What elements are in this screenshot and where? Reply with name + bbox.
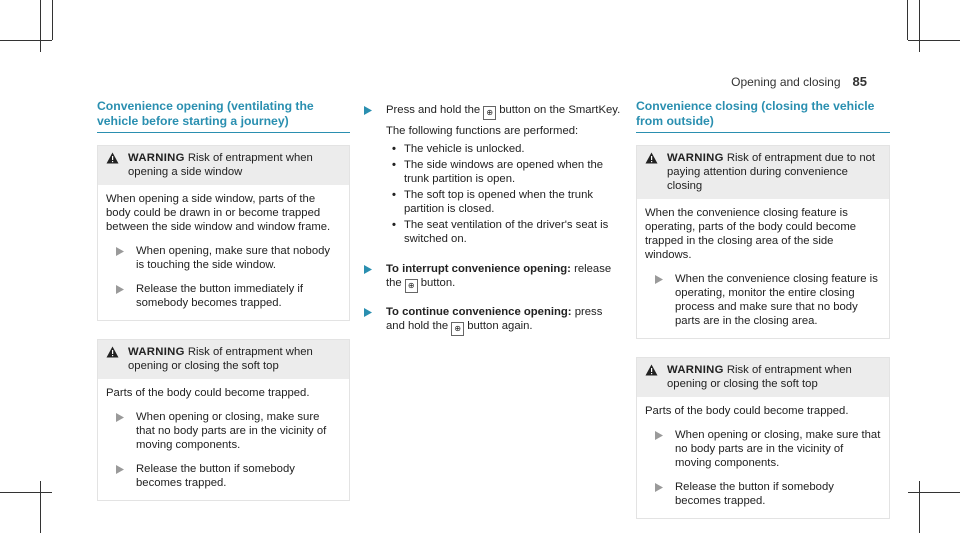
bullet-icon: • [392, 189, 396, 201]
instruction-step [116, 410, 341, 452]
warning-text: Parts of the body could become trapped. [106, 387, 310, 399]
step-text: Release the button if somebody becomes trapped. [136, 463, 295, 489]
crop-mark [0, 40, 52, 41]
step-text-part: button on the SmartKey. [499, 104, 621, 116]
list-item-text: The vehicle is unlocked. [403, 143, 525, 155]
arrow-icon [364, 103, 376, 250]
step-text: Release the button immediately if somebody becomes trapped. [136, 283, 304, 309]
warning-label: WARNING [128, 346, 185, 358]
step-text: When opening, make sure that nobody is touching the side window. [136, 245, 331, 271]
list-item-text: The seat ventilation of the driver's seat is switched on. [403, 219, 609, 245]
warning-triangle-icon [645, 363, 659, 391]
arrow-icon [116, 462, 128, 490]
warning-label: WARNING [128, 152, 185, 164]
step-text-part: button. [420, 277, 456, 289]
warning-heading: Risk of entrapment when opening or closing the soft top [128, 346, 313, 372]
instruction-step [655, 428, 881, 470]
arrow-icon [116, 244, 128, 272]
arrow-icon [655, 480, 667, 508]
arrow-icon [116, 410, 128, 452]
title-rule [636, 132, 890, 133]
list-item-text: The soft top is opened when the trunk partition is closed. [403, 189, 593, 215]
warning-label: WARNING [667, 364, 724, 376]
step-text: When opening or closing, make sure that no body parts are in the vicinity of moving components. [675, 429, 881, 469]
step-text: When opening or closing, make sure that no body parts are in the vicinity of moving components. [136, 411, 327, 451]
crop-mark [907, 0, 908, 40]
arrow-icon [655, 272, 667, 328]
instruction-step [116, 462, 341, 490]
instruction-step [655, 272, 881, 328]
running-header [731, 74, 867, 89]
warning-text: When the convenience closing feature is operating, parts of the body could become trapped in the closing area of the side windows. [645, 207, 857, 261]
column-procedure [364, 103, 622, 348]
list-item-text: The side windows are opened when the trunk partition is open. [403, 159, 604, 185]
bullet-icon: • [392, 159, 396, 171]
warning-text: Parts of the body could become trapped. [645, 405, 849, 417]
step-text [386, 305, 622, 336]
smartkey-button-icon: ⊕ [451, 322, 464, 336]
instruction-step [655, 480, 881, 508]
arrow-icon [364, 305, 376, 336]
step-text-part: press and hold the [386, 306, 603, 332]
bullet-icon: • [392, 219, 396, 231]
warning-body [98, 185, 349, 320]
page-number: 85 [852, 74, 867, 89]
smartkey-button-icon: ⊕ [405, 279, 418, 293]
crop-mark [52, 0, 53, 40]
arrow-icon [116, 282, 128, 310]
warning-header [98, 340, 349, 379]
crop-mark [908, 492, 960, 493]
list-item [386, 188, 622, 216]
section-name: Opening and closing [731, 75, 841, 89]
arrow-icon [655, 428, 667, 470]
warning-header [98, 146, 349, 185]
column-convenience-closing [636, 99, 890, 537]
following-text: The following functions are performed: [386, 125, 579, 137]
warning-box [636, 357, 890, 519]
warning-heading: Risk of entrapment when opening or closing the soft top [667, 364, 852, 390]
warning-box [97, 339, 350, 501]
warning-heading: Risk of entrapment when opening a side window [128, 152, 313, 178]
warning-header [637, 358, 889, 397]
crop-mark [40, 481, 41, 533]
instruction-step [364, 305, 622, 336]
step-text [386, 103, 622, 120]
bullet-icon: • [392, 143, 396, 155]
crop-mark [919, 0, 920, 52]
crop-mark [919, 481, 920, 533]
title-rule [97, 132, 350, 133]
instruction-step [364, 262, 622, 293]
warning-heading: Risk of entrapment due to not paying attention during convenience closing [667, 152, 876, 192]
warning-body [637, 199, 889, 338]
instruction-step [116, 244, 341, 272]
warning-triangle-icon [106, 151, 120, 179]
warning-triangle-icon [645, 151, 659, 193]
list-item [386, 218, 622, 246]
crop-mark [908, 40, 960, 41]
instruction-step [116, 282, 341, 310]
crop-mark [40, 0, 41, 52]
warning-box [97, 145, 350, 321]
step-text-part: release the [386, 263, 612, 289]
step-text [386, 262, 622, 293]
list-item [386, 142, 622, 156]
warning-text: When opening a side window, parts of the body could be drawn in or become trapped between the side window and window frame. [106, 193, 331, 233]
step-text-part: Press and hold the [386, 104, 481, 116]
warning-body [98, 379, 349, 500]
section-title: Convenience opening (ventilating the vehicle before starting a journey) [97, 99, 314, 128]
warning-triangle-icon [106, 345, 120, 373]
step-text-part: button again. [467, 320, 533, 332]
warning-box [636, 145, 890, 339]
smartkey-button-icon: ⊕ [483, 106, 496, 120]
arrow-icon [364, 262, 376, 293]
step-label: To continue convenience opening: [386, 306, 572, 318]
step-text: Release the button if somebody becomes trapped. [675, 481, 834, 507]
step-text: When the convenience closing feature is operating, monitor the entire closing process and make sure that no body parts are in the closing area. [675, 273, 878, 327]
step-label: To interrupt convenience opening: [386, 263, 571, 275]
warning-header [637, 146, 889, 199]
column-convenience-opening [97, 99, 350, 519]
list-item [386, 158, 622, 186]
instruction-step [364, 103, 622, 250]
section-title: Convenience closing (closing the vehicle from outside) [636, 99, 875, 128]
warning-body [637, 397, 889, 518]
function-list [386, 142, 622, 246]
warning-label: WARNING [667, 152, 724, 164]
crop-mark [0, 492, 52, 493]
